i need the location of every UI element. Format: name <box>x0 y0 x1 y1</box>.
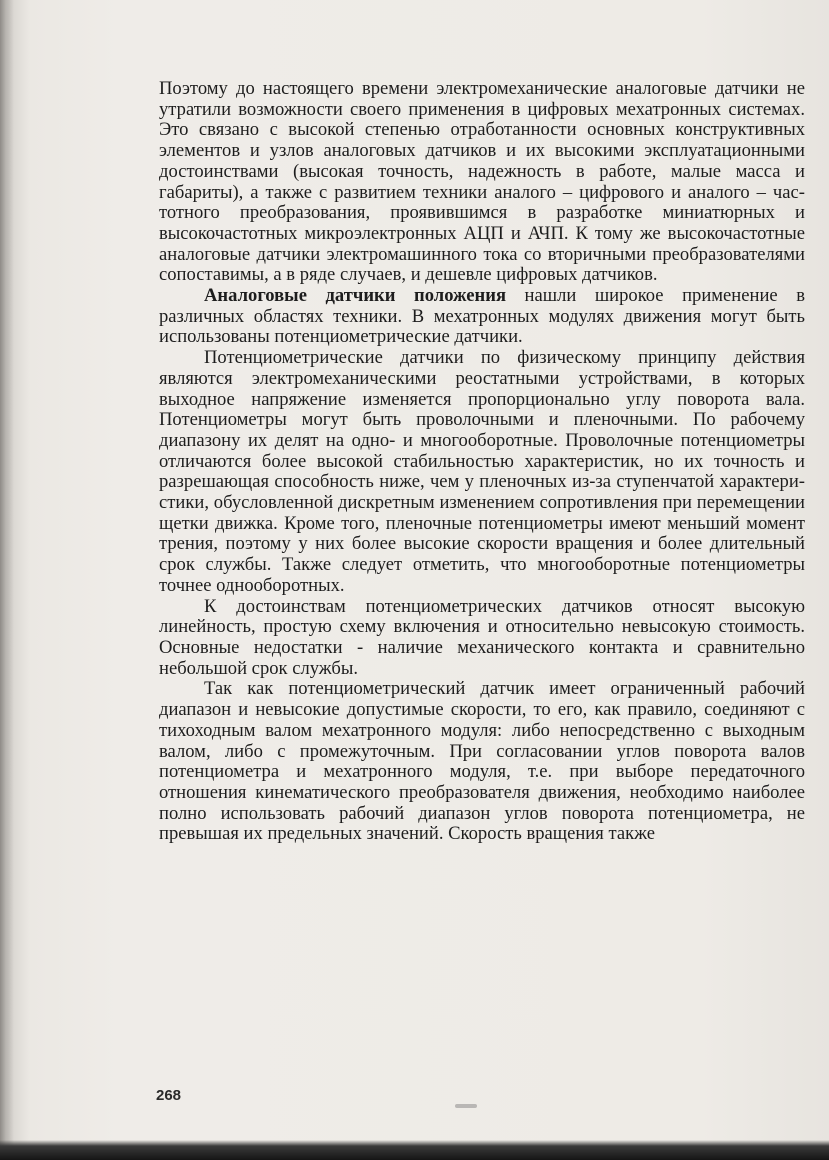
body-text <box>159 79 805 845</box>
paragraph-3 <box>159 348 805 596</box>
paragraph-5 <box>159 679 805 845</box>
paragraph-1-text: Поэтому до настоящего времени электромеханические аналоговые датчики не утратили возможности своего применения в цифровых мехатронных системах. Это связано с высокой степенью отработанности основных конструктивных элементов и узлов аналоговых датчиков и их высокими эксплуатационными достоинствами (высокая точность, надежность в работе, малые масса и габариты), а также с развитием техники аналого – цифрового и аналого – частотного преобразования, проявившимся в разработке миниатюрных и высокочастотных микроэлектронных АЦП и АЧП. К тому же высокочастотные аналоговые датчики электромашинного тока со вторичными преобразователями сопоставимы, а в ряде случаев, и дешевле цифровых датчиков. <box>159 78 805 286</box>
paragraph-4-text: К достоинствам потенциометрических датчиков относят высокую линейность, простую схему включения и относительно невысокую стоимость. Основные недостатки - наличие механического контакта и сравнительно небольшой срок службы. <box>159 595 805 679</box>
paragraph-3-text: Потенциометрические датчики по физическому принципу действия являются электромеханическими реостатными устройствами, в которых выходное напряжение изменяется пропорционально углу поворота вала. Потенциометры могут быть проволочными и пленочными. По рабочему диапазону их делят на одно- и многооборотные. Проволочные потенциометры отличаются более высокой стабильностью характеристик, но их точность и разрешающая способность ниже, чем у пленочных из-за ступенчатой характеристики, обусловленной дискретным изменением сопротивления при перемещении щетки движка. Кроме того, пленочные потенциометры имеют меньший момент трения, поэтому у них более высокие скорости вращения и более длительный срок службы. Также следует отметить, что многооборотные потенциометры точнее однооборотных. <box>159 347 805 596</box>
paragraph-4 <box>159 597 805 680</box>
spine-shadow <box>0 0 14 1160</box>
paragraph-1 <box>159 79 805 286</box>
paragraph-5-text: Так как потенциометрический датчик имеет ограниченный рабочий диапазон и невысокие допустимые скорости, то его, как правило, соединяют с тихоходным валом мехатронного модуля: либо непосредственно с выходным валом, либо с промежуточным. При согласовании углов поворота валов потенциометра и мехатронного модуля, т.е. при выборе передаточного отношения кинематического преобразователя движения, необходимо наиболее полно использовать рабочий диапазон углов поворота потенциометра, не превышая их предельных значений. Скорость вращения также <box>159 678 805 845</box>
page-bottom-edge <box>0 1140 829 1160</box>
scan-smudge <box>455 1104 477 1108</box>
paragraph-2-bold-term: Аналоговые датчики положения <box>204 285 507 307</box>
paragraph-2 <box>159 286 805 348</box>
page-number: 268 <box>156 1087 182 1104</box>
paragraph-2-text: нашли широкое применение в различных областях техники. В мехатронных модулях движения могут быть использованы потенциометрические датчики. <box>159 285 805 348</box>
